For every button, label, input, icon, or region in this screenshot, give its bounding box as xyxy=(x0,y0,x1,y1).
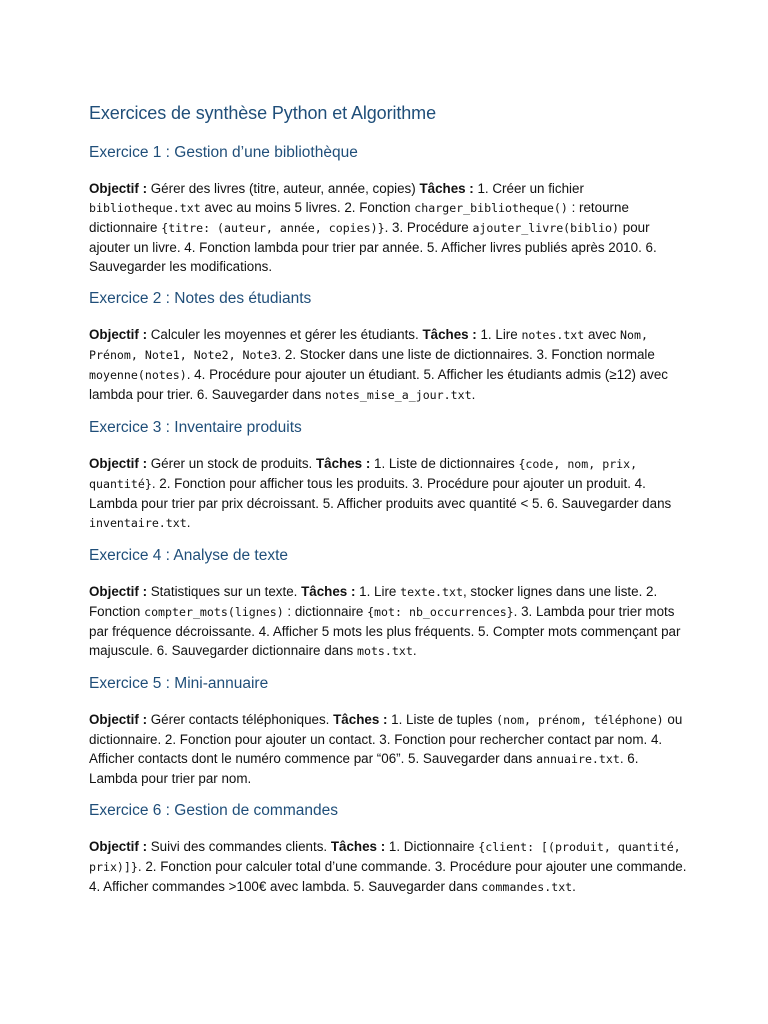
objective-label: Objectif : xyxy=(89,712,148,727)
code-snippet: bibliotheque.txt xyxy=(89,201,201,215)
text-segment: . xyxy=(186,515,191,530)
text-segment: . 3. Lambda pour trier mots par fréquence décroissante. 4. Afficher 5 mots les plus fréquents. 5. Compter mots commençant par majuscule. 6. Sauvegarder dictionnaire dans xyxy=(89,604,681,658)
tasks-label: Tâches : xyxy=(419,181,474,196)
text-segment: . xyxy=(572,879,576,894)
code-snippet: compter_mots(lignes) xyxy=(144,605,284,619)
text-segment: . 2. Fonction pour calculer total d’une commande. 3. Procédure pour ajouter une commande. 4. Afficher commandes >100€ avec lambda. 5. Sauvegarder dans xyxy=(89,859,687,894)
code-snippet: moyenne(notes) xyxy=(89,368,187,382)
code-snippet: annuaire.txt xyxy=(536,752,620,766)
exercise-description xyxy=(89,710,688,788)
text-segment: ou dictionnaire. 2. Fonction pour ajouter un contact. 3. Fonction pour rechercher contact par nom. 4. Afficher contacts dont le numéro commence par “06”. 5. Sauvegarder dans xyxy=(89,712,683,766)
code-snippet: texte.txt xyxy=(400,585,463,599)
objective-label: Objectif : xyxy=(89,181,148,196)
exercise-description xyxy=(89,582,688,661)
exercise-description xyxy=(89,179,688,276)
text-segment: avec xyxy=(584,327,620,342)
exercise-4 xyxy=(89,545,688,661)
text-segment: Suivi des commandes clients. xyxy=(147,839,331,854)
code-snippet: (nom, prénom, téléphone) xyxy=(496,713,664,727)
exercise-title: Exercice 1 : Gestion d’une bibliothèque xyxy=(89,144,358,161)
text-segment: . 2. Stocker dans une liste de dictionnaires. 3. Fonction normale xyxy=(277,347,655,362)
objective-label: Objectif : xyxy=(89,839,148,854)
text-segment: . xyxy=(471,387,476,402)
objective-label: Objectif : xyxy=(89,327,148,342)
text-segment: : retourne dictionnaire xyxy=(89,200,629,235)
tasks-label: Tâches : xyxy=(422,327,477,342)
code-snippet: notes.txt xyxy=(521,328,585,342)
exercise-title: Exercice 5 : Mini-annuaire xyxy=(89,675,269,692)
exercise-2 xyxy=(89,288,688,405)
text-segment: 1. Lire xyxy=(476,327,522,342)
code-snippet: commandes.txt xyxy=(481,880,573,894)
exercise-description xyxy=(89,454,688,533)
tasks-label: Tâches : xyxy=(315,456,371,471)
text-segment: Statistiques sur un texte. xyxy=(147,584,302,599)
exercise-description xyxy=(89,837,688,897)
exercise-5 xyxy=(89,673,688,788)
exercise-3 xyxy=(89,417,688,533)
exercise-1 xyxy=(89,142,688,276)
tasks-label: Tâches : xyxy=(330,839,386,854)
exercise-title: Exercice 2 : Notes des étudiants xyxy=(89,290,312,307)
text-segment: avec au moins 5 livres. 2. Fonction xyxy=(200,200,415,215)
text-segment: . 3. Procédure xyxy=(384,220,473,235)
code-snippet: Nom, Prénom, Note1, Note2, Note3 xyxy=(89,328,648,362)
code-snippet: ajouter_livre(biblio) xyxy=(472,221,620,235)
exercise-title: Exercice 4 : Analyse de texte xyxy=(89,547,289,564)
text-segment: . 2. Fonction pour afficher tous les produits. 3. Procédure pour ajouter un produit. 4. Lambda pour trier par prix décroissant. 5. Afficher produits avec quantité < 5. 6. Sauvegarder dans xyxy=(89,476,672,511)
code-snippet: {titre: (auteur, année, copies)} xyxy=(161,221,385,235)
text-segment: 1. Lire xyxy=(355,584,401,599)
code-snippet: charger_bibliotheque() xyxy=(414,201,568,215)
objective-label: Objectif : xyxy=(89,456,148,471)
document-title: Exercices de synthèse Python et Algorithme xyxy=(89,103,436,123)
code-snippet: {client: [(produit, quantité, prix)]} xyxy=(89,840,681,874)
text-segment: 1. Liste de tuples xyxy=(387,712,497,727)
text-segment: , stocker lignes dans une liste. 2. Fonction xyxy=(89,584,658,619)
text-segment: 1. Liste de dictionnaires xyxy=(370,456,519,471)
text-segment: . 6. Lambda pour trier par nom. xyxy=(89,751,639,786)
code-snippet: inventaire.txt xyxy=(89,516,187,530)
text-segment: Gérer un stock de produits. xyxy=(147,456,316,471)
code-snippet: notes_mise_a_jour.txt xyxy=(324,388,472,402)
code-snippet: {code, nom, prix, quantité} xyxy=(89,457,638,491)
text-segment: Calculer les moyennes et gérer les étudiants. xyxy=(147,327,423,342)
text-segment: : dictionnaire xyxy=(283,604,368,619)
objective-label: Objectif : xyxy=(89,584,148,599)
exercise-title: Exercice 6 : Gestion de commandes xyxy=(89,802,338,819)
text-segment: 1. Dictionnaire xyxy=(385,839,479,854)
text-segment: 1. Créer un fichier xyxy=(473,181,584,196)
text-segment: . xyxy=(412,643,417,658)
code-snippet: mots.txt xyxy=(356,644,413,658)
tasks-label: Tâches : xyxy=(333,712,388,727)
tasks-label: Tâches : xyxy=(301,584,356,599)
exercise-6 xyxy=(89,800,688,897)
text-segment: . 4. Procédure pour ajouter un étudiant. 5. Afficher les étudiants admis (≥12) avec lambda pour trier. 6. Sauvegarder dans xyxy=(89,367,668,402)
text-segment: pour ajouter un livre. 4. Fonction lambda pour trier par année. 5. Afficher livres publiés après 2010. 6. Sauvegarder les modifications. xyxy=(89,220,657,274)
text-segment: Gérer des livres (titre, auteur, année, copies) xyxy=(147,181,420,196)
code-snippet: {mot: nb_occurrences} xyxy=(367,605,514,619)
exercise-title: Exercice 3 : Inventaire produits xyxy=(89,419,302,436)
text-segment: Gérer contacts téléphoniques. xyxy=(147,712,334,727)
exercise-description xyxy=(89,325,688,405)
